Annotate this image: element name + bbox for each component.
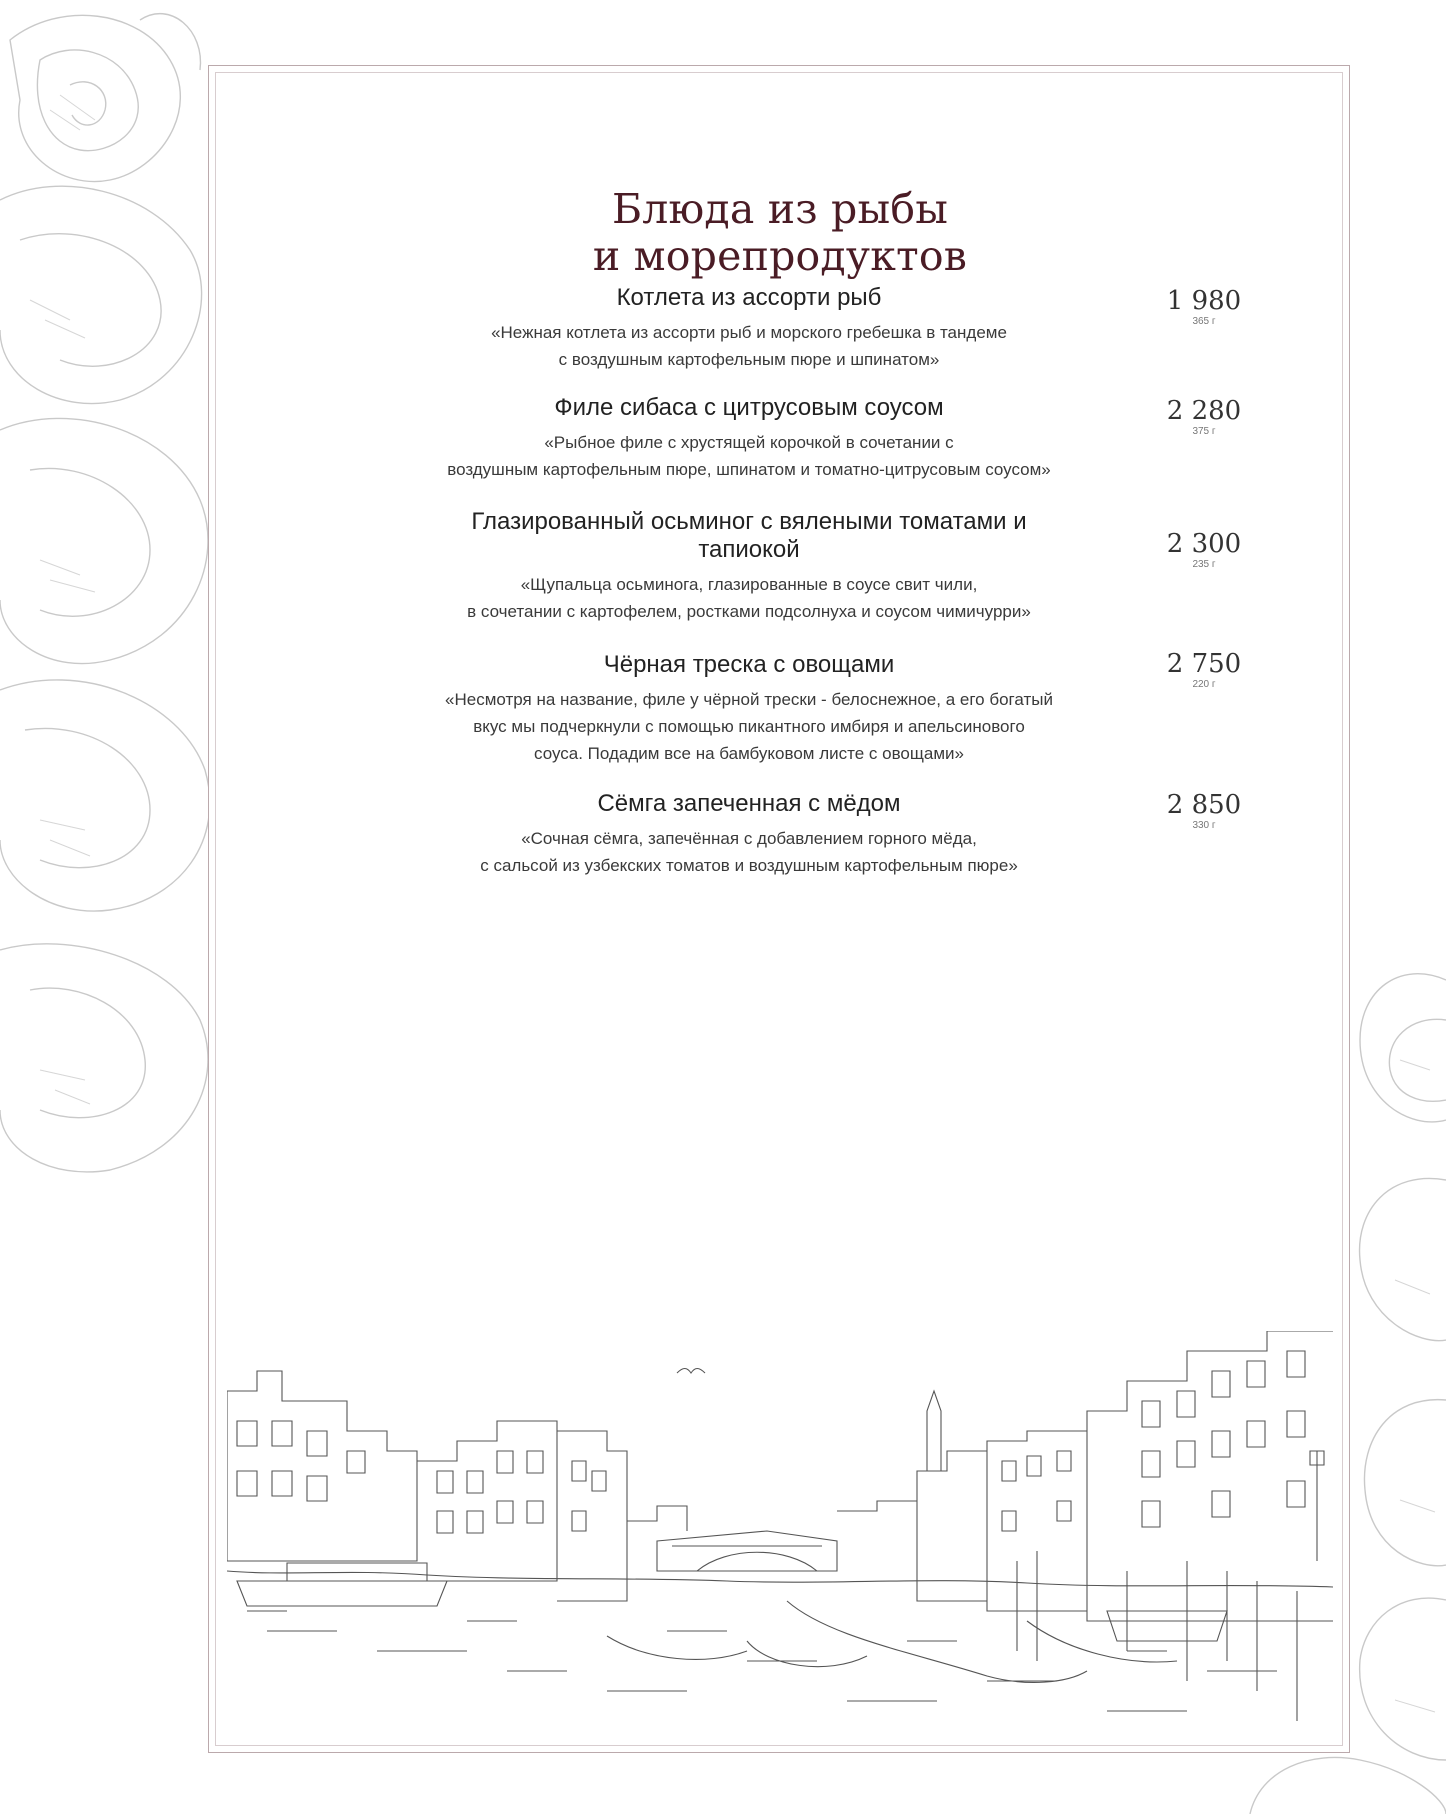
dish-price: 2 280 [1166,396,1242,426]
dish-description-line: с воздушным картофельным пюре и шпинатом» [558,350,940,369]
dish-description-line: с сальсой из узбекских томатов и воздушным картофельным пюре» [480,856,1018,875]
menu-item [439,790,1059,879]
dish-price: 2 300 [1166,529,1242,559]
dish-description [439,429,1059,483]
dish-description-line: «Несмотря на название, филе у чёрной трески - белоснежное, а его богатый [445,690,1053,709]
dish-name-line: Глазированный осьминог с вялеными томатами и [471,508,1027,535]
menu-card [208,65,1350,1753]
dish-price: 1 980 [1166,286,1242,316]
dish-price-block [1129,790,1279,832]
dish-name-line: тапиокой [698,536,800,563]
menu-item [439,651,1059,767]
dish-description [439,319,1059,373]
dish-description-line: соуса. Подадим все на бамбуковом листе с овощами» [534,744,964,763]
menu-item [439,284,1059,373]
dish-description-line: воздушным картофельным пюре, шпинатом и томатно-цитрусовым соусом» [447,460,1051,479]
dish-description [439,686,1059,767]
dish-description-line: «Нежная котлета из ассорти рыб и морского гребешка в тандеме [491,323,1007,342]
dish-price: 2 850 [1166,790,1242,820]
dish-name: Чёрная треска с овощами [603,651,895,678]
menu-item [439,394,1059,483]
dish-description [439,571,1059,625]
menu-item [439,508,1059,625]
dish-price-block [1129,286,1279,328]
dish-weight: 220 г [1192,679,1216,690]
dish-description-line: вкус мы подчеркнули с помощью пикантного имбиря и апельсинового [473,717,1025,736]
dish-weight: 365 г [1192,316,1216,327]
dish-description-line: «Сочная сёмга, запечённая с добавлением горного мёда, [521,829,977,848]
dish-name: Сёмга запеченная с мёдом [597,790,901,817]
page-title-line-2: и морепродуктов [592,232,968,280]
dish-price: 2 750 [1166,649,1242,679]
page-title-line-1: Блюда из рыбы [611,185,949,233]
dish-description-line: «Рыбное филе с хрустящей корочкой в сочетании с [544,433,954,452]
dish-price-block [1129,649,1279,691]
dish-name: Котлета из ассорти рыб [616,284,882,311]
dish-name: Филе сибаса с цитрусовым соусом [554,394,944,421]
dish-price-block [1129,396,1279,438]
dish-description [439,825,1059,879]
venice-canal-illustration [227,1331,1333,1751]
page-title [209,186,1351,280]
dish-weight: 330 г [1192,820,1216,831]
dish-description-line: «Щупальца осьминога, глазированные в соусе свит чили, [520,575,978,594]
dish-weight: 375 г [1192,426,1216,437]
dish-name [439,508,1059,564]
dish-weight: 235 г [1192,559,1216,570]
dish-price-block [1129,529,1279,571]
dish-description-line: в сочетании с картофелем, ростками подсолнуха и соусом чимичурри» [467,602,1031,621]
